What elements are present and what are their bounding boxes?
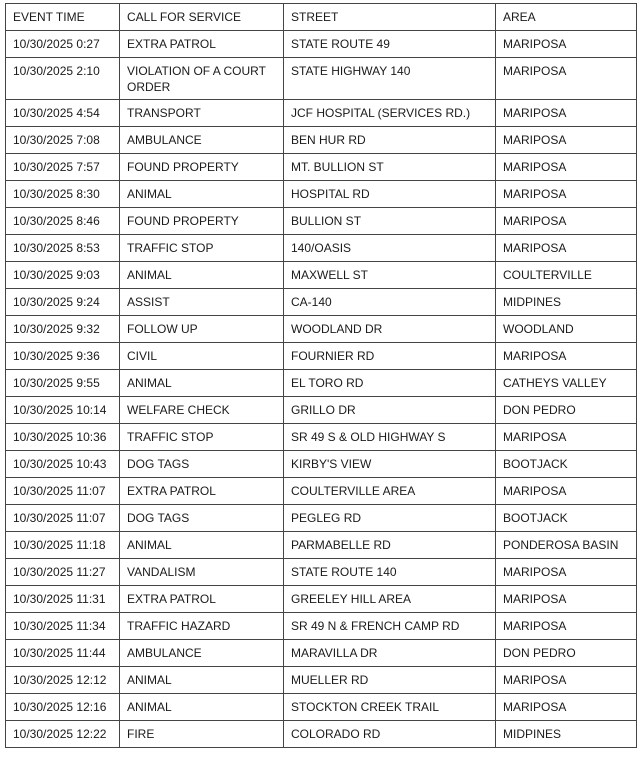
cell-area: PONDEROSA BASIN xyxy=(496,532,637,559)
cell-street: BEN HUR RD xyxy=(284,127,496,154)
cell-street: STOCKTON CREEK TRAIL xyxy=(284,694,496,721)
cell-event-time: 10/30/2025 8:53 xyxy=(6,235,120,262)
cell-event-time: 10/30/2025 11:31 xyxy=(6,586,120,613)
table-row xyxy=(6,613,637,640)
table-row xyxy=(6,694,637,721)
table-row xyxy=(6,289,637,316)
call-log-table xyxy=(5,3,637,748)
cell-event-time: 10/30/2025 7:08 xyxy=(6,127,120,154)
cell-street: MUELLER RD xyxy=(284,667,496,694)
cell-call-for-service: DOG TAGS xyxy=(120,451,284,478)
cell-call-for-service: TRANSPORT xyxy=(120,100,284,127)
cell-area: MARIPOSA xyxy=(496,667,637,694)
cell-event-time: 10/30/2025 11:07 xyxy=(6,478,120,505)
header-call-for-service: CALL FOR SERVICE xyxy=(120,4,284,31)
cell-event-time: 10/30/2025 4:54 xyxy=(6,100,120,127)
cell-area: COULTERVILLE xyxy=(496,262,637,289)
cell-event-time: 10/30/2025 9:32 xyxy=(6,316,120,343)
cell-street: STATE ROUTE 140 xyxy=(284,559,496,586)
cell-event-time: 10/30/2025 11:27 xyxy=(6,559,120,586)
cell-event-time: 10/30/2025 7:57 xyxy=(6,154,120,181)
cell-event-time: 10/30/2025 9:55 xyxy=(6,370,120,397)
cell-call-for-service: VANDALISM xyxy=(120,559,284,586)
cell-call-for-service: AMBULANCE xyxy=(120,127,284,154)
cell-event-time: 10/30/2025 8:30 xyxy=(6,181,120,208)
cell-street: STATE HIGHWAY 140 xyxy=(284,58,496,100)
cell-street: HOSPITAL RD xyxy=(284,181,496,208)
cell-street: MARAVILLA DR xyxy=(284,640,496,667)
cell-call-for-service: ANIMAL xyxy=(120,532,284,559)
cell-area: DON PEDRO xyxy=(496,397,637,424)
cell-call-for-service: ANIMAL xyxy=(120,370,284,397)
cell-area: MARIPOSA xyxy=(496,613,637,640)
cell-area: MARIPOSA xyxy=(496,154,637,181)
cell-street: 140/OASIS xyxy=(284,235,496,262)
cell-area: CATHEYS VALLEY xyxy=(496,370,637,397)
cell-area: MARIPOSA xyxy=(496,58,637,100)
cell-street: STATE ROUTE 49 xyxy=(284,31,496,58)
cell-area: BOOTJACK xyxy=(496,451,637,478)
cell-call-for-service: FOUND PROPERTY xyxy=(120,154,284,181)
cell-event-time: 10/30/2025 11:44 xyxy=(6,640,120,667)
table-row xyxy=(6,343,637,370)
table-row xyxy=(6,559,637,586)
cell-area: MARIPOSA xyxy=(496,424,637,451)
table-row xyxy=(6,316,637,343)
header-area: AREA xyxy=(496,4,637,31)
cell-street: PEGLEG RD xyxy=(284,505,496,532)
table-row xyxy=(6,262,637,289)
header-street: STREET xyxy=(284,4,496,31)
cell-call-for-service: FIRE xyxy=(120,721,284,748)
table-row xyxy=(6,721,637,748)
cell-street: CA-140 xyxy=(284,289,496,316)
cell-call-for-service: DOG TAGS xyxy=(120,505,284,532)
cell-street: MAXWELL ST xyxy=(284,262,496,289)
table-row xyxy=(6,532,637,559)
cell-event-time: 10/30/2025 9:36 xyxy=(6,343,120,370)
cell-street: GRILLO DR xyxy=(284,397,496,424)
cell-event-time: 10/30/2025 11:18 xyxy=(6,532,120,559)
cell-call-for-service: EXTRA PATROL xyxy=(120,31,284,58)
cell-call-for-service: EXTRA PATROL xyxy=(120,478,284,505)
cell-call-for-service: ANIMAL xyxy=(120,262,284,289)
cell-call-for-service: ANIMAL xyxy=(120,667,284,694)
cell-call-for-service: ANIMAL xyxy=(120,694,284,721)
cell-event-time: 10/30/2025 0:27 xyxy=(6,31,120,58)
cell-event-time: 10/30/2025 8:46 xyxy=(6,208,120,235)
header-row xyxy=(6,4,637,31)
cell-call-for-service: AMBULANCE xyxy=(120,640,284,667)
table-row xyxy=(6,58,637,100)
cell-event-time: 10/30/2025 11:34 xyxy=(6,613,120,640)
cell-street: WOODLAND DR xyxy=(284,316,496,343)
table-row xyxy=(6,667,637,694)
cell-call-for-service: VIOLATION OF A COURT ORDER xyxy=(120,58,284,100)
cell-area: MARIPOSA xyxy=(496,208,637,235)
cell-event-time: 10/30/2025 10:14 xyxy=(6,397,120,424)
cell-area: MARIPOSA xyxy=(496,694,637,721)
cell-street: COULTERVILLE AREA xyxy=(284,478,496,505)
cell-street: MT. BULLION ST xyxy=(284,154,496,181)
table-row xyxy=(6,154,637,181)
cell-area: MARIPOSA xyxy=(496,235,637,262)
cell-area: MARIPOSA xyxy=(496,586,637,613)
cell-street: GREELEY HILL AREA xyxy=(284,586,496,613)
cell-event-time: 10/30/2025 12:22 xyxy=(6,721,120,748)
cell-street: PARMABELLE RD xyxy=(284,532,496,559)
table-row xyxy=(6,424,637,451)
cell-area: MARIPOSA xyxy=(496,100,637,127)
cell-street: SR 49 N & FRENCH CAMP RD xyxy=(284,613,496,640)
cell-street: JCF HOSPITAL (SERVICES RD.) xyxy=(284,100,496,127)
cell-area: MARIPOSA xyxy=(496,478,637,505)
cell-area: DON PEDRO xyxy=(496,640,637,667)
cell-call-for-service: ANIMAL xyxy=(120,181,284,208)
cell-street: BULLION ST xyxy=(284,208,496,235)
cell-street: COLORADO RD xyxy=(284,721,496,748)
table-row xyxy=(6,640,637,667)
cell-event-time: 10/30/2025 12:16 xyxy=(6,694,120,721)
cell-area: MARIPOSA xyxy=(496,127,637,154)
cell-event-time: 10/30/2025 9:24 xyxy=(6,289,120,316)
table-row xyxy=(6,451,637,478)
cell-event-time: 10/30/2025 9:03 xyxy=(6,262,120,289)
cell-street: EL TORO RD xyxy=(284,370,496,397)
cell-street: KIRBY'S VIEW xyxy=(284,451,496,478)
cell-call-for-service: EXTRA PATROL xyxy=(120,586,284,613)
cell-area: MARIPOSA xyxy=(496,343,637,370)
cell-area: MARIPOSA xyxy=(496,559,637,586)
cell-call-for-service: ASSIST xyxy=(120,289,284,316)
cell-area: MIDPINES xyxy=(496,721,637,748)
table-row xyxy=(6,505,637,532)
cell-call-for-service: WELFARE CHECK xyxy=(120,397,284,424)
cell-event-time: 10/30/2025 10:36 xyxy=(6,424,120,451)
cell-area: WOODLAND xyxy=(496,316,637,343)
table-row xyxy=(6,586,637,613)
cell-event-time: 10/30/2025 12:12 xyxy=(6,667,120,694)
cell-street: FOURNIER RD xyxy=(284,343,496,370)
cell-call-for-service: FOUND PROPERTY xyxy=(120,208,284,235)
cell-call-for-service: FOLLOW UP xyxy=(120,316,284,343)
cell-call-for-service: CIVIL xyxy=(120,343,284,370)
table-row xyxy=(6,181,637,208)
cell-area: MARIPOSA xyxy=(496,31,637,58)
table-row xyxy=(6,31,637,58)
header-event-time: EVENT TIME xyxy=(6,4,120,31)
cell-area: MIDPINES xyxy=(496,289,637,316)
cell-call-for-service: TRAFFIC HAZARD xyxy=(120,613,284,640)
table-row xyxy=(6,127,637,154)
cell-area: BOOTJACK xyxy=(496,505,637,532)
table-row xyxy=(6,100,637,127)
cell-event-time: 10/30/2025 11:07 xyxy=(6,505,120,532)
table-row xyxy=(6,370,637,397)
table-row xyxy=(6,208,637,235)
table-body xyxy=(6,31,637,748)
table-row xyxy=(6,478,637,505)
cell-street: SR 49 S & OLD HIGHWAY S xyxy=(284,424,496,451)
cell-area: MARIPOSA xyxy=(496,181,637,208)
table-row xyxy=(6,235,637,262)
cell-call-for-service: TRAFFIC STOP xyxy=(120,424,284,451)
cell-event-time: 10/30/2025 2:10 xyxy=(6,58,120,100)
cell-event-time: 10/30/2025 10:43 xyxy=(6,451,120,478)
cell-call-for-service: TRAFFIC STOP xyxy=(120,235,284,262)
table-row xyxy=(6,397,637,424)
